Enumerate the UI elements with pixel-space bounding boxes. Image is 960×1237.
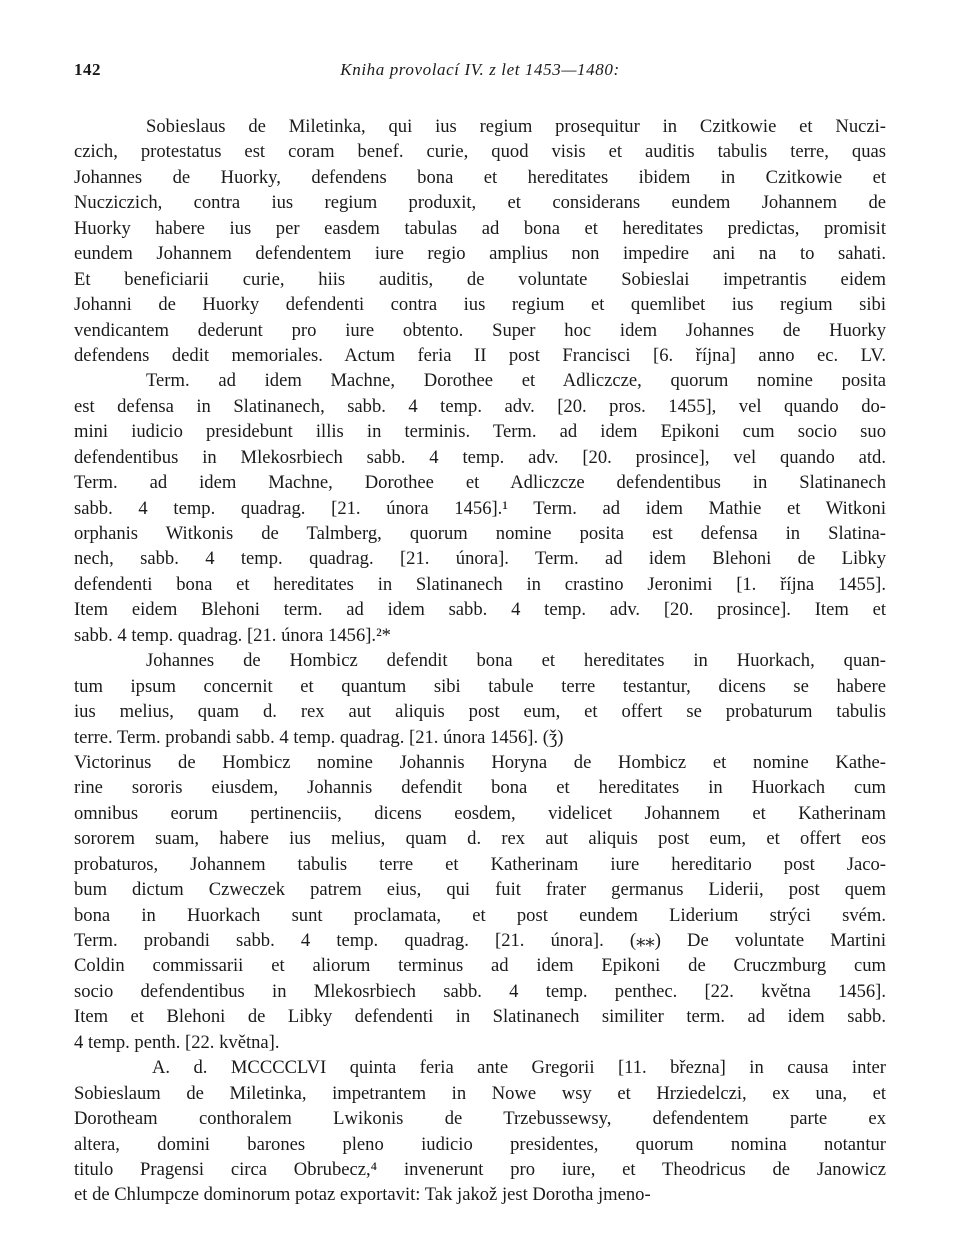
text-line: altera, domini barones pleno iudicio presidentes, quorum nomina notantur xyxy=(74,1133,886,1155)
text-line: Term. ad idem Machne, Dorothee et Adliczcze, quorum nomine posita xyxy=(146,370,886,392)
text-line: Item eidem Blehoni term. ad idem sabb. 4 temp. adv. [20. prosince]. Item et xyxy=(74,599,886,621)
running-title: Kniha provolací IV. z let 1453—1480: xyxy=(340,60,620,79)
text-line: sabb. 4 temp. quadrag. [21. února 1456].²* xyxy=(74,624,391,646)
text-line: bum dictum Czweczek patrem eius, qui fuit frater germanus Liderii, post quem xyxy=(74,879,886,901)
text-line: Coldin commissarii et aliorum terminus ad idem Epikoni de Cruczmburg cum xyxy=(74,955,886,977)
text-line: Et beneficiarii curie, hiis auditis, de voluntate Sobieslai impetrantis eidem xyxy=(74,268,886,290)
text-line: vendicantem dederunt pro iure obtento. Super hoc idem Johannes de Huorky xyxy=(74,319,886,341)
text-line: rine sororis eiusdem, Johannis defendit bona et hereditates in Huorkach cum xyxy=(74,777,886,799)
text-line: Victorinus de Hombicz nomine Johannis Horyna de Hombicz et nomine Kathe- xyxy=(74,751,886,773)
text-line: Huorky habere ius per easdem tabulas ad bona et hereditates predictas, promisit xyxy=(74,217,886,239)
text-line: Johannes de Hombicz defendit bona et hereditates in Huorkach, quan- xyxy=(146,650,886,672)
text-line: ius melius, quam d. rex aut aliquis post eum, et offert se probaturum tabulis xyxy=(74,701,886,723)
text-line: nech, sabb. 4 temp. quadrag. [21. února]. Term. ad idem Blehoni de Libky xyxy=(74,548,886,570)
page-header xyxy=(74,60,886,86)
text-line: Item et Blehoni de Libky defendenti in Slatinanech similiter term. ad idem sabb. xyxy=(74,1006,886,1028)
text-line: czich, protestatus est coram benef. curie, quod visis et auditis tabulis terre, quas xyxy=(74,141,886,163)
text-line: mini iudicio presidebunt illis in terminis. Term. ad idem Epikoni cum socio suo xyxy=(74,421,886,443)
text-line: A. d. MCCCCLVI quinta feria ante Gregorii [11. března] in causa inter xyxy=(152,1057,886,1079)
text-line: bona in Huorkach sunt proclamata, et post eundem Liderium strýci svém. xyxy=(74,904,886,926)
text-line: Sobieslaum de Miletinka, impetrantem in Nowe wsy et Hrziedelczi, ex una, et xyxy=(74,1082,886,1104)
text-line: et de Chlumpcze dominorum potaz exportavit: Tak jakož jest Dorotha jmeno- xyxy=(74,1184,651,1206)
text-line: titulo Pragensi circa Obrubecz,⁴ invenerunt pro iure, et Theodricus de Janowicz xyxy=(74,1158,886,1180)
text-line: Johanni de Huorky defendenti contra ius regium et quemlibet ius regium sibi xyxy=(74,294,886,316)
text-line: socio defendentibus in Mlekosrbiech sabb. 4 temp. penthec. [22. května 1456]. xyxy=(74,980,886,1002)
text-line: Term. probandi sabb. 4 temp. quadrag. [21. února]. (⁎⁎) De voluntate Martini xyxy=(74,930,886,951)
text-line: eundem Johannem defendentem iure regio amplius non impedire ani na to sahati. xyxy=(74,243,886,265)
body-text xyxy=(74,114,886,1208)
text-line: Nucziczich, contra ius regium produxit, et considerans eundem Johannem de xyxy=(74,192,886,214)
text-line: orphanis Witkonis de Talmberg, quorum nomine posita est defensa in Slatina- xyxy=(74,523,886,544)
text-line: Dorotheam conthoralem Lwikonis de Trzebussewsy, defendentem parte ex xyxy=(74,1108,886,1130)
text-line: defendentibus in Mlekosrbiech sabb. 4 temp. adv. [20. prosince], vel quando atd. xyxy=(74,446,886,468)
text-line: est defensa in Slatinanech, sabb. 4 temp. adv. [20. pros. 1455], vel quando do- xyxy=(74,395,886,417)
text-line: terre. Term. probandi sabb. 4 temp. quadrag. [21. února 1456]. (ǯ) xyxy=(74,726,564,748)
text-line: Johannes de Huorky, defendens bona et hereditates ibidem in Czitkowie et xyxy=(74,166,886,188)
text-line: defendens dedit memoriales. Actum feria II post Francisci [6. října] anno ec. LV. xyxy=(74,344,886,366)
text-line: sabb. 4 temp. quadrag. [21. února 1456].¹ Term. ad idem Mathie et Witkoni xyxy=(74,497,886,519)
text-line: defendenti bona et hereditates in Slatinanech in crastino Jeronimi [1. října 1455]. xyxy=(74,573,886,595)
text-line: omnibus eorum pertinenciis, dicens eosdem, videlicet Johannem et Katherinam xyxy=(74,802,886,824)
page-number: 142 xyxy=(74,60,101,79)
text-line: tum ipsum concernit et quantum sibi tabule terre testantur, dicens se habere xyxy=(74,675,886,697)
text-line: Sobieslaus de Miletinka, qui ius regium prosequitur in Czitkowie et Nuczi- xyxy=(146,116,886,137)
text-line: 4 temp. penth. [22. května]. xyxy=(74,1031,280,1053)
text-line: Term. ad idem Machne, Dorothee et Adliczcze defendentibus in Slatinanech xyxy=(74,472,886,494)
text-line: sororem suam, habere ius melius, quam d. rex aut aliquis post eum, et offert eos xyxy=(74,828,886,850)
text-line: probaturos, Johannem tabulis terre et Katherinam iure hereditario post Jaco- xyxy=(74,853,886,875)
